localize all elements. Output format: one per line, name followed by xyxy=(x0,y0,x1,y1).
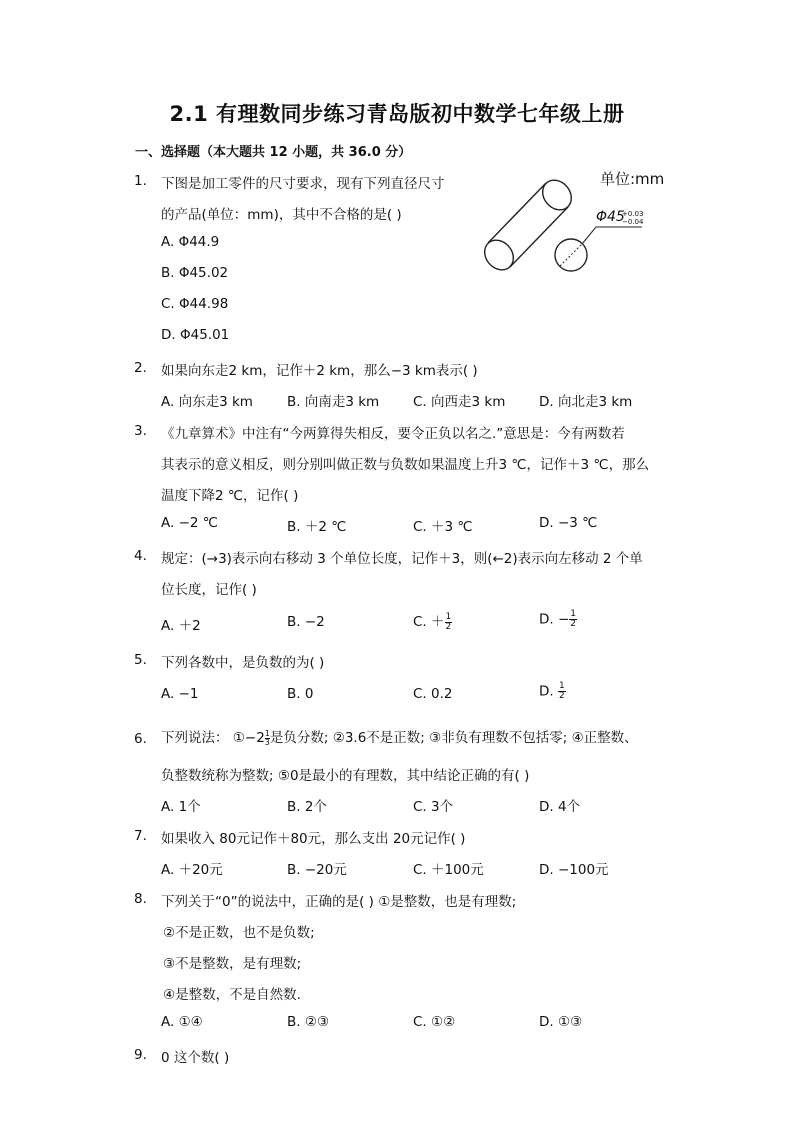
option-a[interactable]: A. ＋2 xyxy=(161,618,201,634)
option-a[interactable]: A. ①④ xyxy=(161,1014,203,1030)
option-d[interactable] xyxy=(539,682,566,701)
question-text: 的产品(单位：mm)，其中不合格的是( ) xyxy=(161,207,402,223)
question-text: 如果向东走2 km，记作＋2 km，那么−3 km表示( ) xyxy=(161,363,478,379)
fraction-denominator: 2 xyxy=(570,619,577,629)
question-number: 1. xyxy=(134,173,147,189)
option-b[interactable]: B. ②③ xyxy=(287,1014,330,1030)
fraction xyxy=(445,613,453,632)
question-text: ④是整数，不是自然数. xyxy=(163,987,301,1003)
question-text-part: 是负分数; ②3.6不是正数; ③非负有理数不包括零; ④正整数、 xyxy=(269,730,638,746)
fraction-denominator: 2 xyxy=(558,691,565,701)
question-text: 下列关于“0”的说法中，正确的是( ) ①是整数，也是有理数; xyxy=(161,894,517,910)
option-d-label: D. xyxy=(539,683,558,700)
option-d[interactable]: D. 向北走3 km xyxy=(539,394,633,410)
option-b[interactable]: B. −20元 xyxy=(287,862,347,878)
option-a[interactable]: A. 向东走3 km xyxy=(161,394,253,410)
question-text: 《九章算术》中注有“今两算得失相反，要令正负以名之.”意思是：今有两数若 xyxy=(161,426,625,442)
question-number: 3. xyxy=(134,423,147,439)
question-text: 其表示的意义相反，则分别叫做正数与负数如果温度上升3 ℃，记作＋3 ℃，那么 xyxy=(161,457,650,473)
option-d[interactable] xyxy=(539,610,577,629)
option-a[interactable]: A. ＋20元 xyxy=(161,862,223,878)
option-b[interactable]: B. 2个 xyxy=(287,799,327,815)
option-b[interactable]: B. 向南走3 km xyxy=(287,394,380,410)
tolerance-upper: +0.03 xyxy=(622,210,644,218)
option-c[interactable]: C. 0.2 xyxy=(413,686,453,702)
option-c[interactable]: C. 向西走3 km xyxy=(413,394,506,410)
option-d[interactable]: D. −100元 xyxy=(539,862,609,878)
fraction-numerator: 1 xyxy=(570,609,577,619)
option-d-label: D. − xyxy=(539,611,570,628)
tolerance-label xyxy=(622,210,643,226)
dimension-label: Φ45 xyxy=(596,209,625,225)
question-number: 4. xyxy=(134,548,147,564)
section-heading: 一、选择题（本大题共 12 小题，共 36.0 分） xyxy=(135,145,412,160)
option-a[interactable]: A. 1个 xyxy=(161,799,201,815)
option-b[interactable]: B. Φ45.02 xyxy=(161,265,229,281)
question-text: 位长度，记作( ) xyxy=(161,582,257,598)
fraction-numerator: 1 xyxy=(445,611,452,622)
question-text: ②不是正数，也不是负数; xyxy=(163,925,315,941)
option-b[interactable]: B. 0 xyxy=(287,686,314,702)
option-c[interactable] xyxy=(413,610,452,632)
question-text: 规定：(→3)表示向右移动 3 个单位长度，记作＋3，则(←2)表示向左移动 2 个单 xyxy=(161,551,643,567)
option-c[interactable]: C. Φ44.98 xyxy=(161,296,229,312)
question-text xyxy=(161,726,638,747)
option-c-label: C. ＋ xyxy=(413,614,445,630)
tolerance-lower: −0.04 xyxy=(622,218,644,226)
page-title: 2.1 有理数同步练习青岛版初中数学七年级上册 xyxy=(169,102,625,126)
option-d[interactable]: D. −3 ℃ xyxy=(539,515,598,531)
question-number: 6. xyxy=(134,731,147,747)
question-text: 0 这个数( ) xyxy=(161,1050,230,1066)
option-d[interactable]: D. Φ45.01 xyxy=(161,327,230,343)
option-a[interactable]: A. −1 xyxy=(161,686,199,702)
option-b[interactable]: B. ＋2 ℃ xyxy=(287,519,347,535)
question-text: 下图是加工零件的尺寸要求，现有下列直径尺寸 xyxy=(161,176,445,192)
question-text: 温度下降2 ℃，记作( ) xyxy=(161,488,299,504)
question-text-part: 下列说法： ①−2 xyxy=(161,730,265,746)
unit-label: 单位:mm xyxy=(600,170,665,188)
option-d[interactable]: D. 4个 xyxy=(539,799,581,815)
option-b[interactable]: B. −2 xyxy=(287,614,325,630)
fraction xyxy=(569,610,577,629)
question-number: 2. xyxy=(134,360,147,376)
question-number: 8. xyxy=(134,891,147,907)
question-number: 5. xyxy=(134,652,147,668)
option-c[interactable]: C. ＋100元 xyxy=(413,862,484,878)
question-text: 下列各数中，是负数的为( ) xyxy=(161,655,325,671)
fraction-denominator: 3 xyxy=(264,737,270,747)
question-number: 9. xyxy=(134,1047,147,1063)
question-text: ③不是整数，是有理数; xyxy=(163,956,302,972)
fraction-numerator: 1 xyxy=(558,681,565,691)
fraction-denominator: 2 xyxy=(445,621,452,632)
option-c[interactable]: C. ＋3 ℃ xyxy=(413,519,473,535)
fraction xyxy=(558,682,566,701)
option-a[interactable]: A. Φ44.9 xyxy=(161,234,220,250)
question-text: 负整数统称为整数; ⑤0是最小的有理数，其中结论正确的有( ) xyxy=(161,768,530,784)
option-d[interactable]: D. ①③ xyxy=(539,1014,583,1030)
fraction-numerator: 1 xyxy=(264,728,270,738)
option-a[interactable]: A. −2 ℃ xyxy=(161,515,218,531)
question-number: 7. xyxy=(134,828,147,844)
option-c[interactable]: C. ①② xyxy=(413,1014,456,1030)
option-c[interactable]: C. 3个 xyxy=(413,799,454,815)
question-text: 如果收入 80元记作＋80元，那么支出 20元记作( ) xyxy=(161,831,466,847)
